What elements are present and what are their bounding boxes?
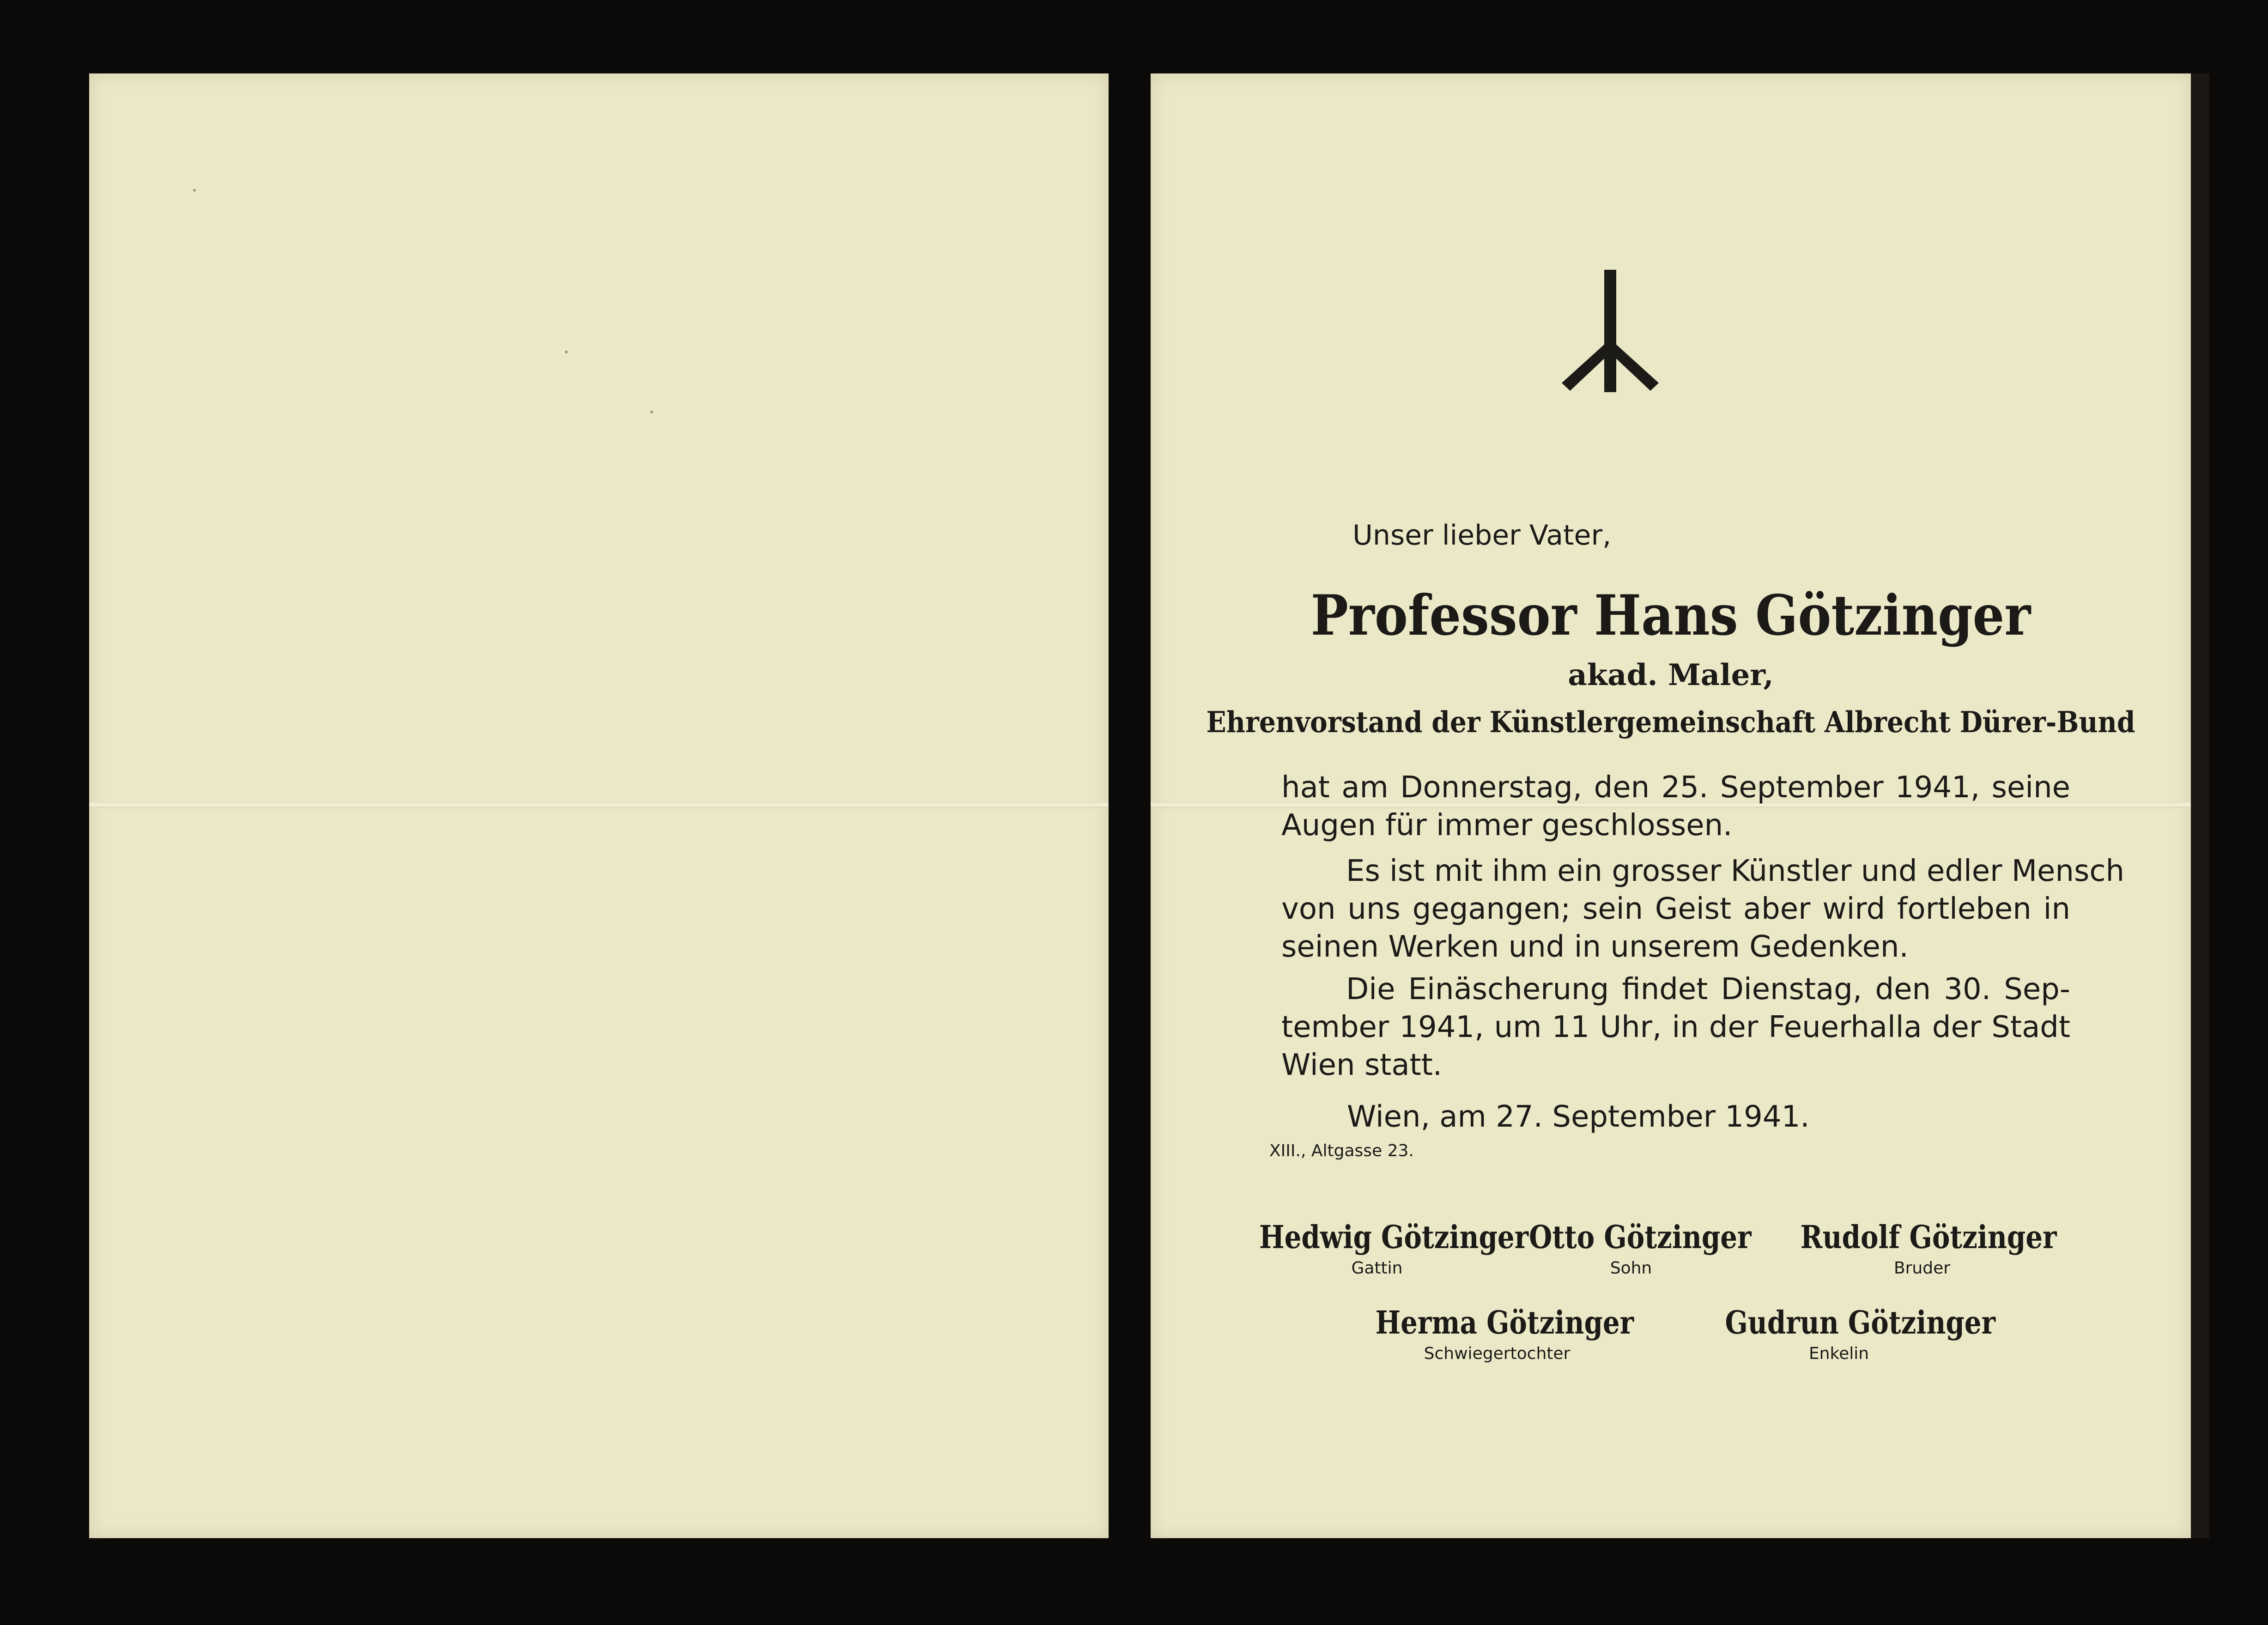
signatory-role: Bruder [1893, 1259, 1951, 1278]
paper-speck [193, 189, 196, 192]
paragraph-cremation [1281, 970, 2070, 1084]
paragraph-tribute [1281, 852, 2125, 966]
address: XIII., Altgasse 23. [1269, 1141, 1414, 1160]
text-line: Wien statt. [1281, 1048, 1443, 1082]
deceased-name: Professor Hans Götzinger [1310, 583, 2031, 648]
paragraph-death [1281, 769, 2070, 844]
signatory-role: Gattin [1351, 1259, 1403, 1278]
signatory-role: Sohn [1610, 1259, 1652, 1278]
signatory [1238, 1219, 1529, 1278]
signatory [1705, 1304, 1995, 1363]
signatory-name: Hedwig Götzinger [1259, 1219, 1529, 1256]
paper-speck [565, 351, 568, 353]
text-line: tember 1941, um 11 Uhr, in der Feuerhalla der Stadt [1281, 1010, 2070, 1044]
obituary-page [1151, 73, 2209, 1538]
signatory-name: Herma Götzinger [1375, 1304, 1634, 1341]
signatory [1354, 1304, 1640, 1363]
deceased-honor: Ehrenvorstand der Künstlergemeinschaft Albrecht Dürer-Bund [1206, 705, 2135, 739]
signatory-role: Enkelin [1808, 1344, 1869, 1363]
text-line: hat am Donnerstag, den 25. September 1941, seine [1281, 770, 2070, 805]
signatory-name: Otto Götzinger [1529, 1219, 1752, 1256]
text-line: seinen Werken und in unserem Gedenken. [1281, 930, 1909, 964]
text-line: von uns gegangen; sein Geist aber wird fortleben in [1281, 892, 2070, 926]
death-rune-icon [1562, 270, 1659, 399]
blank-left-page [89, 73, 1109, 1538]
place-date: Wien, am 27. September 1941. [1347, 1100, 1810, 1134]
text-line: Die Einäscherung findet Dienstag, den 30. Sep- [1346, 972, 2070, 1007]
fold-crease [89, 802, 1109, 808]
text-line: Es ist mit ihm ein grosser Künstler und edler Mensch [1346, 854, 2125, 888]
deceased-profession: akad. Maler, [1568, 658, 1774, 692]
opening-line: Unser lieber Vater, [1352, 519, 1612, 552]
signatory-name: Rudolf Götzinger [1800, 1219, 2057, 1256]
paper-speck [650, 411, 653, 413]
signatory [1779, 1219, 2065, 1278]
obituary-content [1151, 73, 2191, 1538]
text-line: Augen für immer geschlossen. [1281, 808, 1733, 843]
signatory [1511, 1219, 1751, 1278]
signatory-role: Schwiegertochter [1424, 1344, 1571, 1363]
signatory-name: Gudrun Götzinger [1725, 1304, 1995, 1341]
